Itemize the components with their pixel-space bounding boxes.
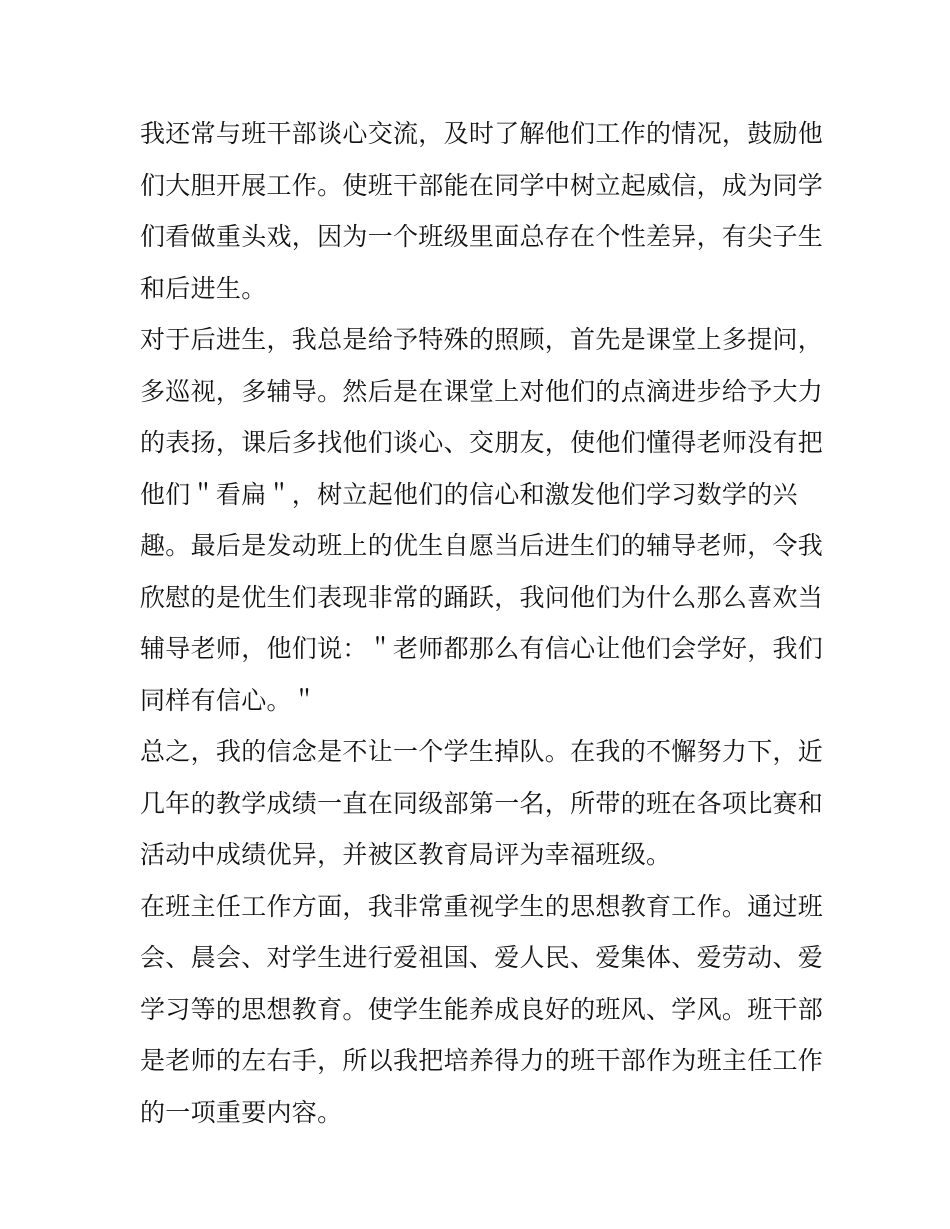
text-line: 欣慰的是优生们表现非常的踊跃，我问他们为什么那么喜欢当 bbox=[140, 582, 824, 612]
text-line: 多巡视，多辅导。然后是在课堂上对他们的点滴进步给予大力 bbox=[140, 376, 824, 406]
text-line: 们看做重头戏，因为一个班级里面总存在个性差异，有尖子生 bbox=[140, 222, 824, 251]
text-line: 他们＂看扁＂，树立起他们的信心和激发他们学习数学的兴 bbox=[140, 479, 798, 509]
text-line: 学习等的思想教育。使学生能养成良好的班风、学风。班干部 bbox=[140, 994, 824, 1024]
text-line: 在班主任工作方面，我非常重视学生的思想教育工作。通过班 bbox=[140, 891, 824, 921]
text-line: 我还常与班干部谈心交流，及时了解他们工作的情况，鼓励他 bbox=[140, 119, 824, 148]
text-line: 是老师的左右手，所以我把培养得力的班干部作为班主任工作 bbox=[140, 1046, 824, 1075]
text-line: 趣。最后是发动班上的优生自愿当后进生们的辅导老师，令我 bbox=[140, 531, 824, 560]
text-line: 活动中成绩优异，并被区教育局评为幸福班级。 bbox=[140, 840, 672, 869]
text-line: 辅导老师，他们说：＂老师都那么有信心让他们会学好，我们 bbox=[140, 634, 824, 663]
text-line: 总之，我的信念是不让一个学生掉队。在我的不懈努力下，近 bbox=[140, 737, 824, 766]
text-line: 几年的教学成绩一直在同级部第一名，所带的班在各项比赛和 bbox=[140, 788, 824, 818]
document-body bbox=[140, 108, 824, 1138]
text-line: 对于后进生，我总是给予特殊的照顾，首先是课堂上多提问， bbox=[140, 325, 824, 354]
text-line: 同样有信心。＂ bbox=[140, 685, 318, 715]
text-line: 们大胆开展工作。使班干部能在同学中树立起威信，成为同学 bbox=[140, 170, 824, 200]
text-line: 的表扬，课后多找他们谈心、交朋友，使他们懂得老师没有把 bbox=[140, 428, 824, 457]
text-line: 的一项重要内容。 bbox=[140, 1097, 343, 1127]
text-line: 会、晨会、对学生进行爱祖国、爱人民、爱集体、爱劳动、爱 bbox=[140, 943, 824, 972]
text-line: 和后进生。 bbox=[140, 273, 267, 303]
